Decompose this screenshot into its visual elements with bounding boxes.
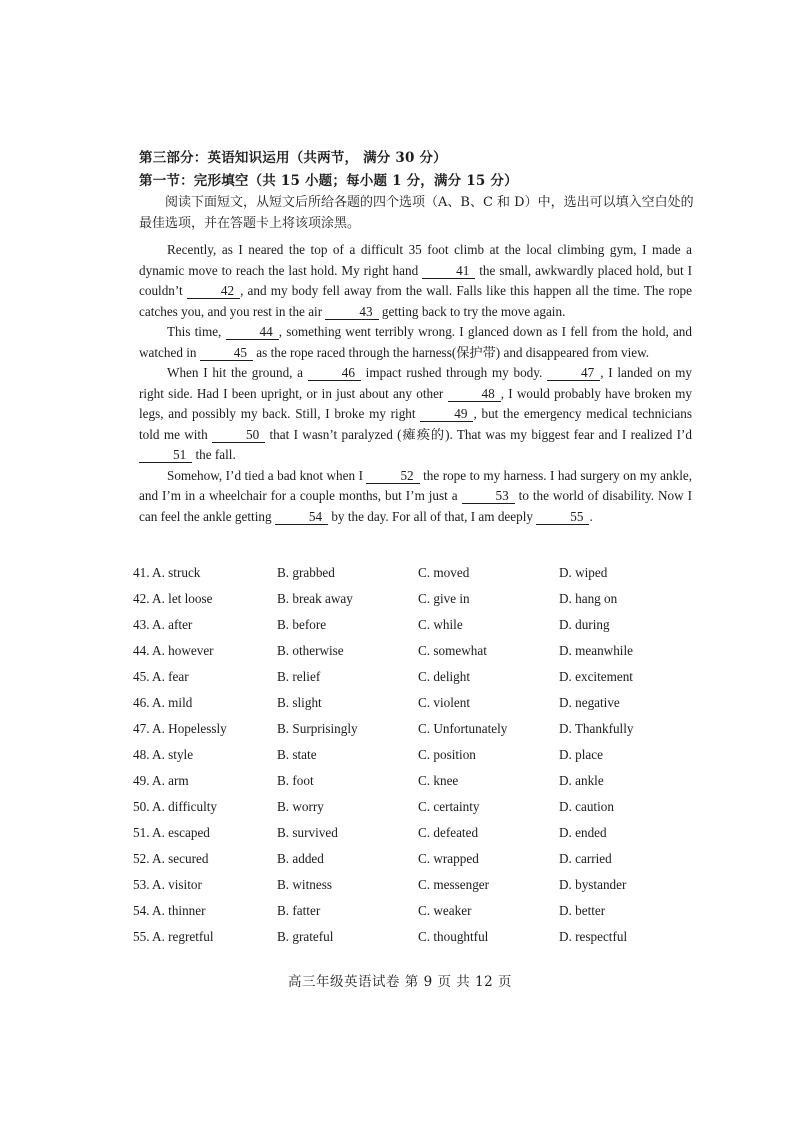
option-b: B. grateful (277, 929, 334, 944)
option-b: B. fatter (277, 903, 321, 918)
option-d: D. negative (559, 695, 620, 710)
option-a: 46. A. mild (133, 695, 193, 710)
passage-text: by the day. For all of that, I am deeply (328, 508, 537, 524)
option-row-51 (133, 825, 663, 851)
option-b: B. break away (277, 591, 353, 606)
option-d: D. hang on (559, 591, 618, 606)
option-d: D. wiped (559, 565, 608, 580)
option-row-44 (133, 643, 663, 669)
option-row-53 (133, 877, 663, 903)
option-d: D. respectful (559, 929, 628, 944)
option-d: D. meanwhile (559, 643, 633, 658)
option-row-54 (133, 903, 663, 929)
option-b: B. added (277, 851, 324, 866)
blank-47: 47 (547, 366, 600, 381)
option-a: 47. A. Hopelessly (133, 721, 227, 736)
blank-46: 46 (308, 366, 361, 381)
option-row-55 (133, 929, 663, 955)
option-d: D. caution (559, 799, 614, 814)
option-a: 48. A. style (133, 747, 194, 762)
option-b: B. grabbed (277, 565, 335, 580)
option-c: C. somewhat (418, 643, 487, 658)
blank-48: 48 (448, 387, 501, 402)
option-c: C. moved (418, 565, 470, 580)
option-row-45 (133, 669, 663, 695)
option-row-50 (133, 799, 663, 825)
blank-44: 44 (226, 325, 279, 340)
option-c: C. violent (418, 695, 471, 710)
option-a: 44. A. however (133, 643, 214, 658)
paragraph-2 (139, 322, 692, 363)
option-a: 50. A. difficulty (133, 799, 218, 814)
option-c: C. knee (418, 773, 459, 788)
option-d: D. carried (559, 851, 612, 866)
option-row-49 (133, 773, 663, 799)
passage-text: Recently, as I neared the top of a difficult 35 foot climb at the local climbing gym, I made a dynamic move to reach the last hold. My right hand (139, 242, 692, 278)
blank-52: 52 (366, 469, 419, 484)
option-a: 43. A. after (133, 617, 193, 632)
passage-text: that I wasn’t paralyzed (瘫痪的). That was my biggest fear and I realized I’d (265, 426, 692, 442)
option-c: C. Unfortunately (418, 721, 508, 736)
option-a: 53. A. visitor (133, 877, 202, 892)
paragraph-4 (139, 466, 692, 528)
option-d: D. excitement (559, 669, 633, 684)
option-b: B. worry (277, 799, 324, 814)
option-row-46 (133, 695, 663, 721)
blank-42: 42 (187, 284, 240, 299)
blank-41: 41 (422, 264, 475, 279)
option-a: 45. A. fear (133, 669, 189, 684)
option-c: C. thoughtful (418, 929, 489, 944)
option-row-47 (133, 721, 663, 747)
passage-text: the rope to my harness. I had surgery on my ankle, and I’m in a wheelchair for a couple months, but I’m just a (139, 467, 693, 503)
subsection-title: 第一节：完形填空（共 15 小题；每小题 1 分，满分 15 分） (139, 173, 518, 189)
passage-text: the fall. (192, 447, 236, 462)
option-d: D. ankle (559, 773, 604, 788)
blank-53: 53 (462, 489, 515, 504)
instructions: 阅读下面短文，从短文后所给各题的四个选项（A、B、C 和 D）中，选出可以填入空白处的最佳选项，并在答题卡上将该项涂黑。 (139, 195, 694, 231)
blank-50: 50 (212, 428, 265, 443)
option-row-43 (133, 617, 663, 643)
passage-text: Somehow, I’d tied a bad knot when I (167, 467, 367, 483)
option-a: 49. A. arm (133, 773, 189, 788)
option-d: D. ended (559, 825, 607, 840)
section-title: 第三部分：英语知识运用（共两节， 满分 30 分） (139, 150, 447, 166)
option-c: C. give in (418, 591, 470, 606)
passage-text: When I hit the ground, a (167, 365, 308, 380)
option-a: 41. A. struck (133, 565, 201, 580)
option-c: C. position (418, 747, 476, 762)
option-c: C. weaker (418, 903, 472, 918)
option-c: C. delight (418, 669, 471, 684)
passage-text: , I landed on my right side. Had I been upright, or in just about any other (139, 365, 692, 401)
option-a: 51. A. escaped (133, 825, 210, 840)
option-c: C. defeated (418, 825, 479, 840)
option-d: D. better (559, 903, 606, 918)
option-c: C. wrapped (418, 851, 479, 866)
passage-text: as the rope raced through the harness(保护带) and disappeared from view. (252, 344, 650, 360)
option-b: B. before (277, 617, 327, 632)
answer-options (133, 565, 663, 955)
option-row-41 (133, 565, 663, 591)
option-d: D. Thankfully (559, 721, 634, 736)
option-c: C. while (418, 617, 463, 632)
option-b: B. foot (277, 773, 314, 788)
option-b: B. survived (277, 825, 338, 840)
passage-text: , something went terribly wrong. I glanced down as I fell from the hold, and watched in (139, 324, 692, 360)
passage-text: to the world of disability. Now I can feel the ankle getting (139, 488, 692, 524)
passage-text: . (589, 508, 593, 524)
passage-text: the small, awkwardly placed hold, but I couldn’t (139, 262, 692, 298)
option-d: D. during (559, 617, 610, 632)
option-row-42 (133, 591, 663, 617)
option-a: 54. A. thinner (133, 903, 206, 918)
option-a: 42. A. let loose (133, 591, 213, 606)
option-b: B. otherwise (277, 643, 344, 658)
blank-51: 51 (139, 448, 192, 463)
option-a: 52. A. secured (133, 851, 209, 866)
option-d: D. place (559, 747, 603, 762)
blank-54: 54 (275, 510, 328, 525)
passage-text: getting back to try the move again. (378, 303, 566, 319)
option-d: D. bystander (559, 877, 627, 892)
option-b: B. relief (277, 669, 321, 684)
option-c: C. messenger (418, 877, 490, 892)
blank-45: 45 (200, 346, 253, 361)
blank-43: 43 (325, 305, 378, 320)
option-c: C. certainty (418, 799, 480, 814)
blank-55: 55 (536, 510, 589, 525)
passage-text: , and my body fell away from the wall. Falls like this happen all the time. The rope catches you, and you rest in the air (139, 283, 692, 319)
passage-text: , but the emergency medical technicians told me with (139, 406, 692, 442)
option-b: B. state (277, 747, 317, 762)
option-a: 55. A. regretful (133, 929, 214, 944)
option-row-52 (133, 851, 663, 877)
option-b: B. Surprisingly (277, 721, 358, 736)
paragraph-1 (139, 240, 692, 322)
option-row-48 (133, 747, 663, 773)
passage-text: This time, (167, 324, 226, 339)
option-b: B. witness (277, 877, 332, 892)
paragraph-3 (139, 363, 692, 466)
page-footer: 高三年级英语试卷 第 9 页 共 12 页 (287, 974, 512, 990)
blank-49: 49 (420, 407, 473, 422)
passage-text: impact rushed through my body. (360, 365, 548, 380)
cloze-passage (139, 240, 692, 527)
option-b: B. slight (277, 695, 322, 710)
passage-text: , I would probably have broken my legs, and possibly my back. Still, I broke my right (139, 385, 692, 421)
